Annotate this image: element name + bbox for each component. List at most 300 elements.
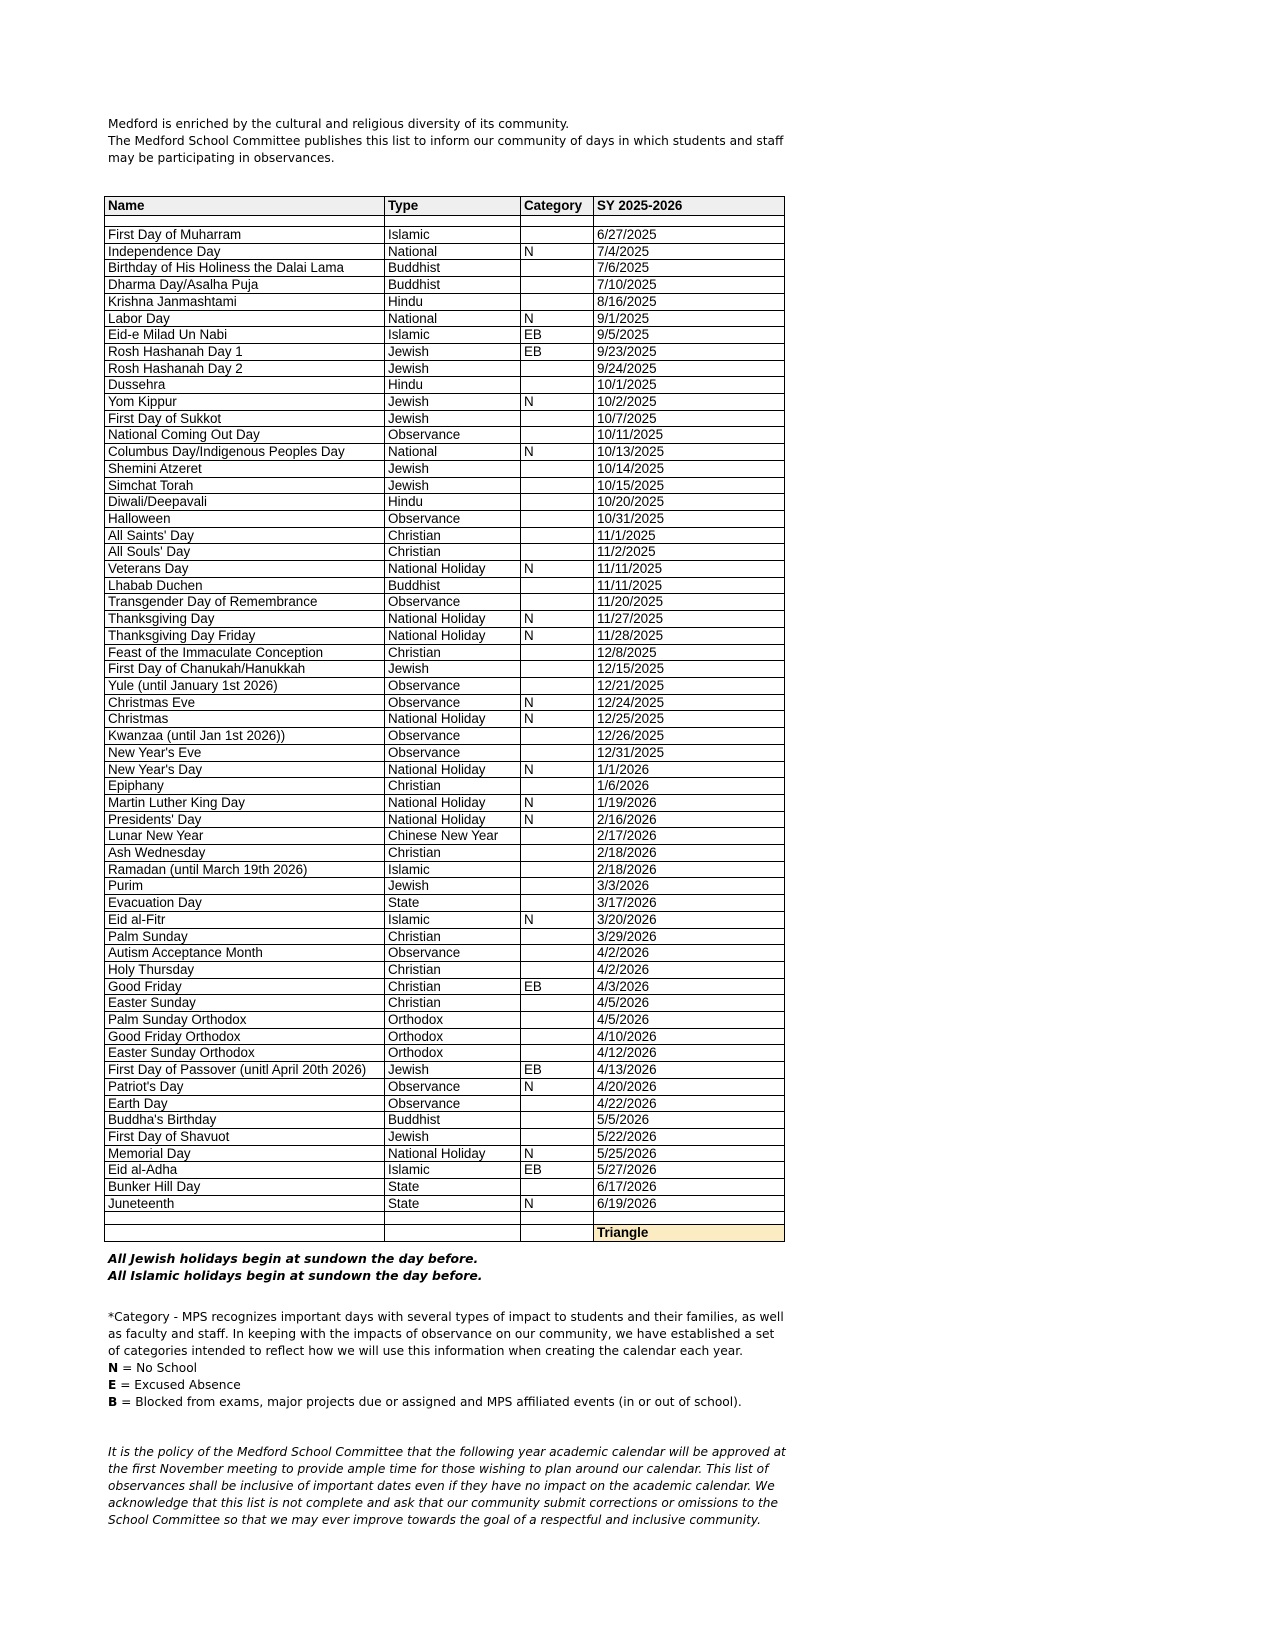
cell-category [521, 1095, 594, 1112]
cell-name: Christmas Eve [105, 694, 385, 711]
table-row [105, 677, 785, 694]
cell-category [521, 1012, 594, 1029]
cell-name: Eid al-Fitr [105, 911, 385, 928]
cell-date: 11/20/2025 [594, 594, 785, 611]
cell-type: Observance [385, 728, 521, 745]
cell-date: 7/10/2025 [594, 277, 785, 294]
cell-name: Christmas [105, 711, 385, 728]
cell-category [521, 861, 594, 878]
table-row [105, 227, 785, 244]
cell-date: 5/22/2026 [594, 1128, 785, 1145]
cell-date: 6/27/2025 [594, 227, 785, 244]
cell-name: First Day of Sukkot [105, 410, 385, 427]
table-row [105, 293, 785, 310]
cell-type: Christian [385, 961, 521, 978]
cell-name: Lunar New Year [105, 828, 385, 845]
cell-date: 10/7/2025 [594, 410, 785, 427]
cell-type: National [385, 444, 521, 461]
category-text: = Excused Absence [116, 1378, 241, 1392]
cell-name: Evacuation Day [105, 895, 385, 912]
table-footer-row [105, 1225, 785, 1242]
table-row [105, 260, 785, 277]
cell-name: Krishna Janmashtami [105, 293, 385, 310]
header-name: Name [105, 197, 385, 216]
cell-date: 5/5/2026 [594, 1112, 785, 1129]
cell-category [521, 377, 594, 394]
cell-type: Hindu [385, 293, 521, 310]
cell-date: 11/1/2025 [594, 527, 785, 544]
table-row [105, 527, 785, 544]
cell-category [521, 1112, 594, 1129]
category-code: N [108, 1361, 119, 1375]
cell-date: 7/4/2025 [594, 243, 785, 260]
cell-category [521, 293, 594, 310]
cell-name: Eid-e Milad Un Nabi [105, 327, 385, 344]
cell-type: Observance [385, 594, 521, 611]
cell-date: 5/25/2026 [594, 1145, 785, 1162]
intro-line-1: Medford is enriched by the cultural and religious diversity of its community. [108, 117, 570, 131]
cell-category [521, 544, 594, 561]
cell-type: Christian [385, 928, 521, 945]
table-row [105, 577, 785, 594]
cell-category: N [521, 694, 594, 711]
table-row [105, 878, 785, 895]
cell-type: Orthodox [385, 1045, 521, 1062]
table-row [105, 995, 785, 1012]
cell-date: 10/2/2025 [594, 394, 785, 411]
cell-category: EB [521, 1062, 594, 1079]
jewish-note: All Jewish holidays begin at sundown the day before. [108, 1251, 479, 1266]
cell-date: 9/24/2025 [594, 360, 785, 377]
cell-type: National [385, 310, 521, 327]
table-row [105, 410, 785, 427]
cell-type: Orthodox [385, 1012, 521, 1029]
cell-type: Islamic [385, 327, 521, 344]
cell-name: Yom Kippur [105, 394, 385, 411]
table-row [105, 1012, 785, 1029]
intro-line-2: The Medford School Committee publishes this list to inform our community of days in which students and staff may be participating in observances. [108, 134, 784, 165]
table-row [105, 895, 785, 912]
cell-category [521, 878, 594, 895]
cell-type: Jewish [385, 460, 521, 477]
table-row [105, 1128, 785, 1145]
cell-category [521, 644, 594, 661]
cell-category [521, 995, 594, 1012]
category-text: = Blocked from exams, major projects due or assigned and MPS affiliated events (in or out of school). [117, 1395, 742, 1409]
cell-type: Observance [385, 427, 521, 444]
cell-category [521, 744, 594, 761]
cell-category: N [521, 1078, 594, 1095]
cell-date: 2/17/2026 [594, 828, 785, 845]
table-row [105, 494, 785, 511]
cell-name: Easter Sunday [105, 995, 385, 1012]
cell-date: 12/31/2025 [594, 744, 785, 761]
cell-date: 3/17/2026 [594, 895, 785, 912]
cell-name: National Coming Out Day [105, 427, 385, 444]
table-row [105, 945, 785, 962]
cell-category [521, 945, 594, 962]
cell-name: Kwanzaa (until Jan 1st 2026)) [105, 728, 385, 745]
cell-category: N [521, 911, 594, 928]
cell-category [521, 895, 594, 912]
cell-type: National Holiday [385, 794, 521, 811]
cell-category [521, 494, 594, 511]
cell-name: Good Friday [105, 978, 385, 995]
table-row [105, 961, 785, 978]
cell-date: 12/26/2025 [594, 728, 785, 745]
cell-date: 8/16/2025 [594, 293, 785, 310]
cell-type: Buddhist [385, 577, 521, 594]
cell-name: Purim [105, 878, 385, 895]
cell-type: Jewish [385, 394, 521, 411]
cell-name: Eid al-Adha [105, 1162, 385, 1179]
cell-type: Buddhist [385, 260, 521, 277]
cell-type: Christian [385, 978, 521, 995]
cell-date: 6/19/2026 [594, 1195, 785, 1212]
cell-type: National Holiday [385, 627, 521, 644]
cell-date: 4/10/2026 [594, 1028, 785, 1045]
cell-type: Jewish [385, 343, 521, 360]
cell-name: Simchat Torah [105, 477, 385, 494]
cell-date: 11/11/2025 [594, 577, 785, 594]
table-row [105, 360, 785, 377]
cell-type: State [385, 895, 521, 912]
cell-type: National Holiday [385, 761, 521, 778]
cell-type: Jewish [385, 360, 521, 377]
cell-name: Good Friday Orthodox [105, 1028, 385, 1045]
cell-category [521, 677, 594, 694]
cell-name: First Day of Shavuot [105, 1128, 385, 1145]
table-row [105, 343, 785, 360]
cell-date: 2/18/2026 [594, 861, 785, 878]
cell-name: Dharma Day/Asalha Puja [105, 277, 385, 294]
cell-date: 5/27/2026 [594, 1162, 785, 1179]
table-row [105, 1162, 785, 1179]
cell-type: National Holiday [385, 811, 521, 828]
cell-category [521, 961, 594, 978]
cell-category [521, 845, 594, 862]
cell-type: Hindu [385, 377, 521, 394]
cell-date: 3/3/2026 [594, 878, 785, 895]
table-row [105, 277, 785, 294]
cell-date: 10/13/2025 [594, 444, 785, 461]
table-row [105, 310, 785, 327]
cell-category: N [521, 1145, 594, 1162]
cell-category [521, 460, 594, 477]
table-row [105, 694, 785, 711]
table-row [105, 644, 785, 661]
cell-date: 12/24/2025 [594, 694, 785, 711]
cell-date: 4/3/2026 [594, 978, 785, 995]
cell-category: EB [521, 1162, 594, 1179]
table-row [105, 460, 785, 477]
cell-name: First Day of Chanukah/Hanukkah [105, 661, 385, 678]
sundown-notes [108, 1250, 482, 1284]
table-row [105, 845, 785, 862]
cell-type: Christian [385, 995, 521, 1012]
cell-date: 10/31/2025 [594, 510, 785, 527]
cell-category: N [521, 1195, 594, 1212]
cell-name: Dussehra [105, 377, 385, 394]
table-row [105, 327, 785, 344]
cell-name: Veterans Day [105, 561, 385, 578]
cell-date: 10/15/2025 [594, 477, 785, 494]
cell-name: Palm Sunday Orthodox [105, 1012, 385, 1029]
cell-type: Jewish [385, 661, 521, 678]
cell-category [521, 527, 594, 544]
cell-category [521, 594, 594, 611]
cell-date: 1/6/2026 [594, 778, 785, 795]
cell-name: All Saints' Day [105, 527, 385, 544]
cell-date: 4/2/2026 [594, 961, 785, 978]
cell-category [521, 410, 594, 427]
cell-type: Observance [385, 694, 521, 711]
cell-date: 11/2/2025 [594, 544, 785, 561]
cell-date: 3/20/2026 [594, 911, 785, 928]
cell-type: State [385, 1179, 521, 1196]
islamic-note: All Islamic holidays begin at sundown the day before. [108, 1268, 483, 1283]
cell-date: 10/1/2025 [594, 377, 785, 394]
cell-type: Islamic [385, 227, 521, 244]
cell-date: 11/28/2025 [594, 627, 785, 644]
cell-type: Chinese New Year [385, 828, 521, 845]
cell-name: Autism Acceptance Month [105, 945, 385, 962]
cell-category: N [521, 761, 594, 778]
cell-name: First Day of Muharram [105, 227, 385, 244]
cell-type: Observance [385, 744, 521, 761]
category-text: = No School [118, 1361, 198, 1375]
cell-name: First Day of Passover (unitl April 20th 2026) [105, 1062, 385, 1079]
cell-name: Feast of the Immaculate Conception [105, 644, 385, 661]
cell-category [521, 427, 594, 444]
table-row [105, 427, 785, 444]
table-row [105, 928, 785, 945]
cell-category [521, 260, 594, 277]
cell-name: Yule (until January 1st 2026) [105, 677, 385, 694]
table-row [105, 510, 785, 527]
cell-type: Hindu [385, 494, 521, 511]
cell-name: All Souls' Day [105, 544, 385, 561]
cell-category: N [521, 611, 594, 628]
cell-name: Halloween [105, 510, 385, 527]
cell-type: Buddhist [385, 1112, 521, 1129]
table-row [105, 661, 785, 678]
cell-type: Observance [385, 1095, 521, 1112]
cell-date: 1/19/2026 [594, 794, 785, 811]
cell-date: 4/20/2026 [594, 1078, 785, 1095]
cell-type: Jewish [385, 477, 521, 494]
cell-name: Transgender Day of Remembrance [105, 594, 385, 611]
table-row [105, 1145, 785, 1162]
cell-date: 2/16/2026 [594, 811, 785, 828]
category-code: B [108, 1395, 118, 1409]
table-row [105, 394, 785, 411]
cell-type: National [385, 243, 521, 260]
cell-name: Easter Sunday Orthodox [105, 1045, 385, 1062]
cell-name: Palm Sunday [105, 928, 385, 945]
cell-type: Observance [385, 677, 521, 694]
table-row [105, 1112, 785, 1129]
cell-type: Jewish [385, 410, 521, 427]
cell-category: N [521, 561, 594, 578]
cell-date: 1/1/2026 [594, 761, 785, 778]
cell-name: Epiphany [105, 778, 385, 795]
table-row [105, 744, 785, 761]
cell-date: 6/17/2026 [594, 1179, 785, 1196]
cell-name: Patriot's Day [105, 1078, 385, 1095]
table-row [105, 1028, 785, 1045]
triangle-cell: Triangle [594, 1225, 785, 1242]
table-row [105, 544, 785, 561]
cell-date: 4/12/2026 [594, 1045, 785, 1062]
cell-category [521, 477, 594, 494]
category-item-n [108, 1360, 788, 1377]
table-row [105, 1095, 785, 1112]
cell-category [521, 728, 594, 745]
table-row [105, 778, 785, 795]
cell-category: N [521, 243, 594, 260]
cell-type: Islamic [385, 861, 521, 878]
cell-type: Observance [385, 510, 521, 527]
cell-type: Jewish [385, 1062, 521, 1079]
cell-type: Orthodox [385, 1028, 521, 1045]
table-row [105, 1078, 785, 1095]
cell-date: 12/8/2025 [594, 644, 785, 661]
table-row [105, 761, 785, 778]
cell-category [521, 577, 594, 594]
intro-text [108, 116, 788, 167]
blank-row [105, 1212, 785, 1225]
cell-date: 9/5/2025 [594, 327, 785, 344]
table-row [105, 1195, 785, 1212]
cell-date: 4/2/2026 [594, 945, 785, 962]
cell-date: 4/22/2026 [594, 1095, 785, 1112]
cell-name: Martin Luther King Day [105, 794, 385, 811]
table-row [105, 477, 785, 494]
table-row [105, 611, 785, 628]
cell-type: State [385, 1195, 521, 1212]
cell-name: Shemini Atzeret [105, 460, 385, 477]
cell-category: EB [521, 978, 594, 995]
table-row [105, 594, 785, 611]
category-intro: *Category - MPS recognizes important days with several types of impact to students and their families, as well as faculty and staff. In keeping with the impacts of observance on our community, we have established a set of categories intended to reflect how we will use this information when creating the calendar each year. [108, 1310, 784, 1358]
cell-type: Jewish [385, 1128, 521, 1145]
table-row [105, 728, 785, 745]
cell-category [521, 277, 594, 294]
cell-name: Ramadan (until March 19th 2026) [105, 861, 385, 878]
cell-name: Diwali/Deepavali [105, 494, 385, 511]
cell-category: EB [521, 343, 594, 360]
cell-date: 12/15/2025 [594, 661, 785, 678]
cell-category: N [521, 811, 594, 828]
cell-name: Rosh Hashanah Day 2 [105, 360, 385, 377]
cell-type: Buddhist [385, 277, 521, 294]
table-row [105, 978, 785, 995]
cell-category [521, 1128, 594, 1145]
table-row [105, 911, 785, 928]
cell-category [521, 510, 594, 527]
cell-category [521, 1028, 594, 1045]
cell-name: Lhabab Duchen [105, 577, 385, 594]
cell-type: Christian [385, 527, 521, 544]
cell-type: Christian [385, 644, 521, 661]
cell-date: 2/18/2026 [594, 845, 785, 862]
cell-type: Christian [385, 544, 521, 561]
header-category: Category [521, 197, 594, 216]
cell-date: 9/1/2025 [594, 310, 785, 327]
category-legend [108, 1309, 788, 1411]
cell-type: National Holiday [385, 611, 521, 628]
policy-statement: It is the policy of the Medford School Committee that the following year academic calendar will be approved at the first November meeting to provide ample time for those wishing to plan around our calendar. This list of observances shall be inclusive of important dates even if they have no impact on the academic calendar. We acknowledge that this list is not complete and ask that our community submit corrections or omissions to the School Committee so that we may ever improve towards the goal of a respectful and inclusive community. [108, 1445, 786, 1527]
table-row [105, 828, 785, 845]
cell-name: Thanksgiving Day [105, 611, 385, 628]
cell-date: 4/5/2026 [594, 1012, 785, 1029]
table-row [105, 1062, 785, 1079]
cell-type: Observance [385, 1078, 521, 1095]
cell-date: 4/13/2026 [594, 1062, 785, 1079]
cell-name: Buddha's Birthday [105, 1112, 385, 1129]
cell-type: Christian [385, 778, 521, 795]
cell-name: Holy Thursday [105, 961, 385, 978]
cell-date: 10/20/2025 [594, 494, 785, 511]
cell-category: N [521, 711, 594, 728]
cell-name: Independence Day [105, 243, 385, 260]
category-code: E [108, 1378, 117, 1392]
cell-name: New Year's Eve [105, 744, 385, 761]
table-row [105, 711, 785, 728]
header-type: Type [385, 197, 521, 216]
table-row [105, 811, 785, 828]
table-row [105, 794, 785, 811]
cell-date: 12/21/2025 [594, 677, 785, 694]
cell-category [521, 778, 594, 795]
table-row [105, 861, 785, 878]
cell-category [521, 828, 594, 845]
cell-name: Columbus Day/Indigenous Peoples Day [105, 444, 385, 461]
header-date: SY 2025-2026 [594, 197, 785, 216]
cell-category [521, 1179, 594, 1196]
table-row [105, 444, 785, 461]
cell-date: 9/23/2025 [594, 343, 785, 360]
table-row [105, 243, 785, 260]
cell-category [521, 928, 594, 945]
table-row [105, 561, 785, 578]
cell-category: N [521, 310, 594, 327]
cell-type: National Holiday [385, 711, 521, 728]
cell-date: 3/29/2026 [594, 928, 785, 945]
table-row [105, 1179, 785, 1196]
cell-name: Bunker Hill Day [105, 1179, 385, 1196]
table-header-row [105, 197, 785, 216]
cell-category [521, 227, 594, 244]
cell-name: Birthday of His Holiness the Dalai Lama [105, 260, 385, 277]
cell-date: 11/11/2025 [594, 561, 785, 578]
cell-category: N [521, 627, 594, 644]
table-row [105, 377, 785, 394]
cell-date: 11/27/2025 [594, 611, 785, 628]
category-item-e [108, 1377, 788, 1394]
cell-name: Earth Day [105, 1095, 385, 1112]
cell-category [521, 1045, 594, 1062]
cell-date: 10/11/2025 [594, 427, 785, 444]
cell-date: 12/25/2025 [594, 711, 785, 728]
cell-name: Juneteenth [105, 1195, 385, 1212]
cell-name: Rosh Hashanah Day 1 [105, 343, 385, 360]
cell-name: Memorial Day [105, 1145, 385, 1162]
blank-row [105, 216, 785, 227]
cell-name: Ash Wednesday [105, 845, 385, 862]
cell-category [521, 661, 594, 678]
